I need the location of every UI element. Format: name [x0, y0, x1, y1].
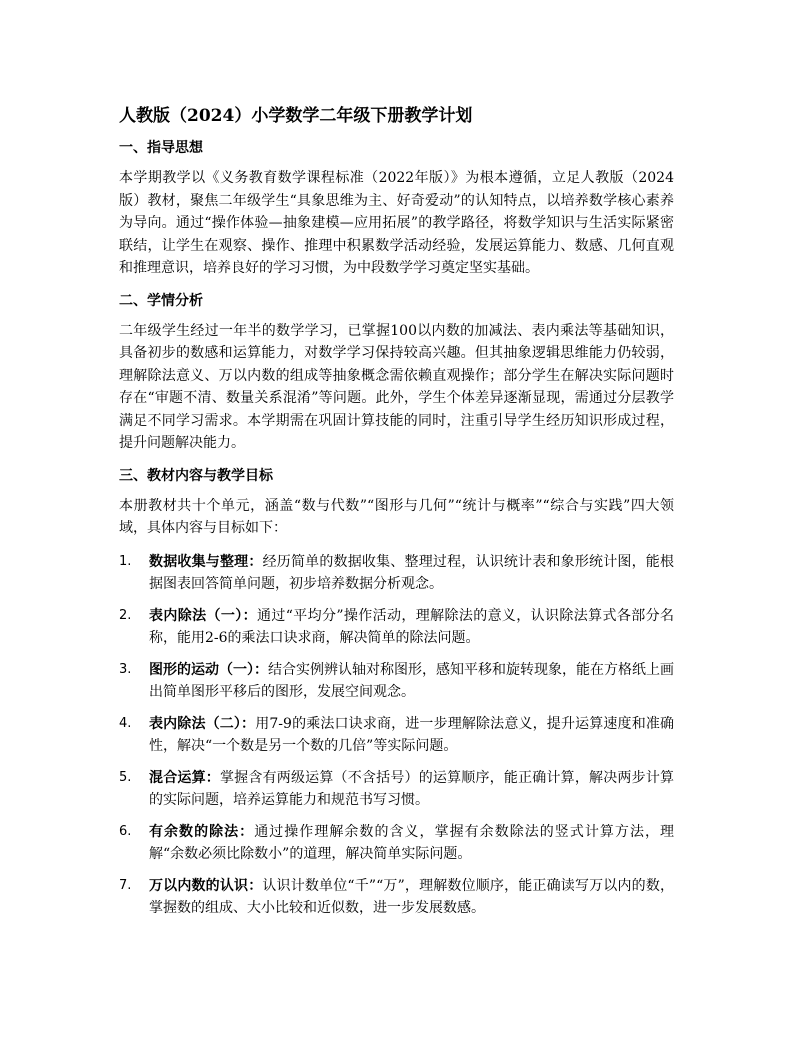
list-item-text: 掌握含有两级运算（不含括号）的运算顺序，能正确计算，解决两步计算的实际问题，培养运算能力和规范书写习惯。 — [149, 769, 675, 808]
document-body — [119, 104, 674, 929]
list-item-term: 混合运算： — [149, 769, 220, 786]
list-item — [119, 821, 674, 866]
document-title: 人教版（2024）小学数学二年级下册教学计划 — [119, 106, 473, 126]
section-heading-student-analysis: 二、学情分析 — [119, 292, 203, 309]
list-item-number: 6. — [119, 823, 132, 839]
list-item-term: 万以内数的认识： — [149, 877, 263, 894]
unit-list — [119, 551, 674, 920]
list-item-number: 7. — [119, 877, 132, 893]
list-item-text: 通过操作理解余数的含义，掌握有余数除法的竖式计算方法，理解“余数必须比除数小”的道理，解决简单实际问题。 — [149, 823, 675, 862]
list-item-term: 表内除法（一）： — [149, 607, 257, 624]
section-heading-textbook-goals: 三、教材内容与教学目标 — [119, 467, 273, 484]
list-item-number: 1. — [119, 553, 132, 569]
list-item-term: 图形的运动（一）： — [149, 661, 268, 678]
list-item — [119, 551, 674, 596]
list-item-text: 通过“平均分”操作活动，理解除法的意义，认识除法算式各部分名称，能用2-6的乘法口诀求商，解决简单的除法问题。 — [149, 607, 674, 646]
section-heading-guiding-ideology: 一、指导思想 — [119, 140, 203, 156]
list-item-term: 表内除法（二）： — [149, 715, 256, 732]
list-item — [119, 605, 674, 650]
list-item-number: 2. — [119, 607, 132, 623]
list-item-term: 数据收集与整理： — [149, 553, 263, 570]
list-item — [119, 875, 674, 920]
list-item-text: 认识计数单位“千”“万”，理解数位顺序，能正确读写万以内的数，掌握数的组成、大小比较和近似数，进一步发展数感。 — [149, 877, 674, 916]
list-item-term: 有余数的除法： — [149, 823, 255, 840]
list-item-text: 结合实例辨认轴对称图形，感知平移和旋转现象，能在方格纸上画出简单图形平移后的图形，发展空间观念。 — [149, 661, 674, 700]
list-item — [119, 767, 674, 812]
list-item-text: 经历简单的数据收集、整理过程，认识统计表和象形统计图，能根据图表回答简单问题，初步培养数据分析观念。 — [149, 553, 675, 592]
section-paragraph-guiding-ideology: 本学期教学以《义务教育数学课程标准（2022年版）》为根本遵循，立足人教版（2024版）教材，聚焦二年级学生“具象思维为主、好奇爱动”的认知特点，以培养数学核心素养为导向。通过“操作体验—抽象建模—应用拓展”的教学路径，将数学知识与生活实际紧密联结，让学生在观察、操作、推理中积累数学活动经验，发展运算能力、数感、几何直观和推理意识，培养良好的学习习惯，为中段数学学习奠定坚实基础。 — [119, 170, 674, 276]
list-item-number: 5. — [119, 769, 132, 785]
section-paragraph-student-analysis: 二年级学生经过一年半的数学学习，已掌握100以内数的加减法、表内乘法等基础知识，具备初步的数感和运算能力，对数学学习保持较高兴趣。但其抽象逻辑思维能力仍较弱，理解除法意义、万以内数的组成等抽象概念需依赖直观操作；部分学生在解决实际问题时存在“审题不清、数量关系混淆”等问题。此外，学生个体差异逐渐显现，需通过分层教学满足不同学习需求。本学期需在巩固计算技能的同时，注重引导学生经历知识形成过程，提升问题解决能力。 — [119, 322, 674, 451]
list-item-text: 用7-9的乘法口诀求商，进一步理解除法意义，提升运算速度和准确性，解决“一个数是另一个数的几倍”等实际问题。 — [149, 715, 675, 754]
list-item-number: 3. — [119, 661, 132, 677]
list-item-number: 4. — [119, 715, 132, 731]
section-paragraph-textbook-goals: 本册教材共十个单元，涵盖“数与代数”“图形与几何”“统计与概率”“综合与实践”四大领域，具体内容与目标如下： — [119, 497, 674, 536]
list-item — [119, 713, 674, 758]
list-item — [119, 659, 674, 704]
